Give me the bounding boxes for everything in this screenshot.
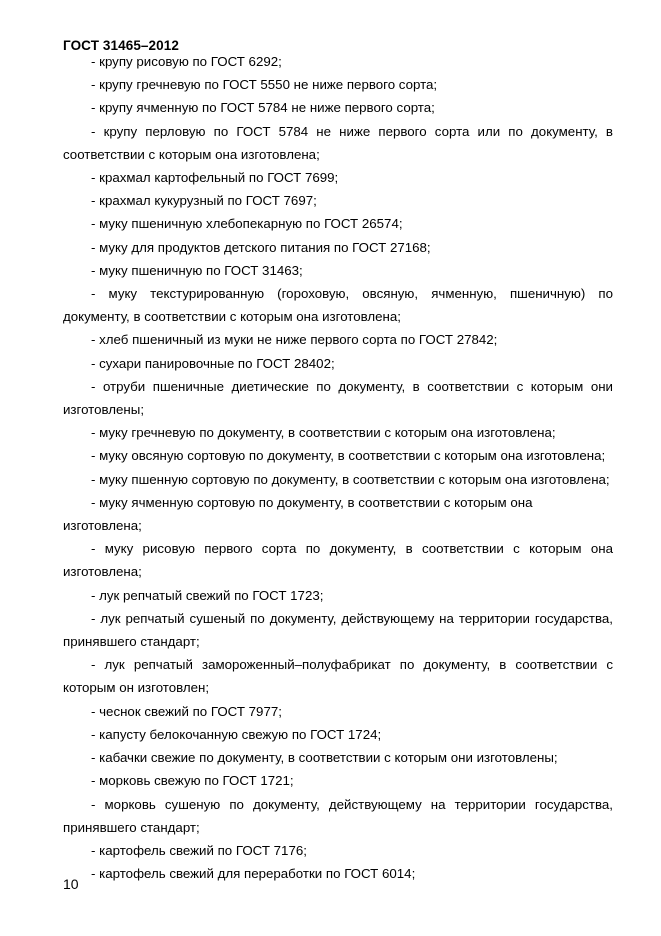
list-item: - чеснок свежий по ГОСТ 7977; xyxy=(91,703,282,719)
list-item: - отруби пшеничные диетические по документу, в соответствии с которым они изготовлены; xyxy=(63,378,613,418)
ingredient-list xyxy=(63,50,613,885)
page-number: 10 xyxy=(63,876,79,892)
list-item: - муку пшеничную по ГОСТ 31463; xyxy=(91,262,303,278)
list-item: - картофель свежий для переработки по ГОСТ 6014; xyxy=(91,866,416,882)
list-item: - муку гречневую по документу, в соответствии с которым она изготовлена; xyxy=(91,425,556,441)
list-item: - муку рисовую первого сорта по документу, в соответствии с которым она изготовлена; xyxy=(63,541,613,580)
list-item: - лук репчатый свежий по ГОСТ 1723; xyxy=(91,587,324,603)
list-item: - муку текстурированную (гороховую, овсяную, ячменную, пшеничную) по документу, в соответствии с которым она изготовлена; xyxy=(63,286,613,325)
list-item: - крахмал картофельный по ГОСТ 7699; xyxy=(91,170,339,186)
list-item: - крахмал кукурузный по ГОСТ 7697; xyxy=(91,193,317,209)
list-item: - картофель свежий по ГОСТ 7176; xyxy=(91,842,307,858)
list-item: - хлеб пшеничный из муки не ниже первого сорта по ГОСТ 27842; xyxy=(91,332,498,348)
list-item: - крупу гречневую по ГОСТ 5550 не ниже первого сорта; xyxy=(91,77,438,93)
list-item: - муку овсяную сортовую по документу, в соответствии с которым она изготовлена; xyxy=(91,448,606,464)
list-item: - морковь сушеную по документу, действующему на территории государства, принявшего стандарт; xyxy=(63,796,613,835)
list-item: - крупу ячменную по ГОСТ 5784 не ниже первого сорта; xyxy=(91,100,435,116)
list-item: - муку для продуктов детского питания по ГОСТ 27168; xyxy=(91,239,431,255)
list-item: - крупу перловую по ГОСТ 5784 не ниже первого сорта или по документу, в соответствии с которым она изготовлена; xyxy=(63,123,613,162)
list-item: - сухари панировочные по ГОСТ 28402; xyxy=(91,355,335,371)
list-item: - морковь свежую по ГОСТ 1721; xyxy=(91,773,294,789)
list-item: - муку пшеничную хлебопекарную по ГОСТ 26574; xyxy=(91,216,403,232)
document-header: ГОСТ 31465–2012 xyxy=(63,38,179,53)
list-item: - кабачки свежие по документу, в соответствии с которым они изготовлены; xyxy=(91,750,558,766)
list-item: - лук репчатый сушеный по документу, действующему на территории государства, принявшего стандарт; xyxy=(63,610,613,650)
list-item: - муку пшенную сортовую по документу, в соответствии с которым она изготовлена; xyxy=(91,471,610,487)
list-item: - муку ячменную сортовую по документу, в соответствии с которым она изготовлена; xyxy=(63,494,533,534)
list-item: - капусту белокочанную свежую по ГОСТ 1724; xyxy=(91,726,382,742)
list-item: - крупу рисовую по ГОСТ 6292; xyxy=(91,54,282,69)
list-item: - лук репчатый замороженный–полуфабрикат по документу, в соответствии с которым он изготовлен; xyxy=(63,657,613,696)
